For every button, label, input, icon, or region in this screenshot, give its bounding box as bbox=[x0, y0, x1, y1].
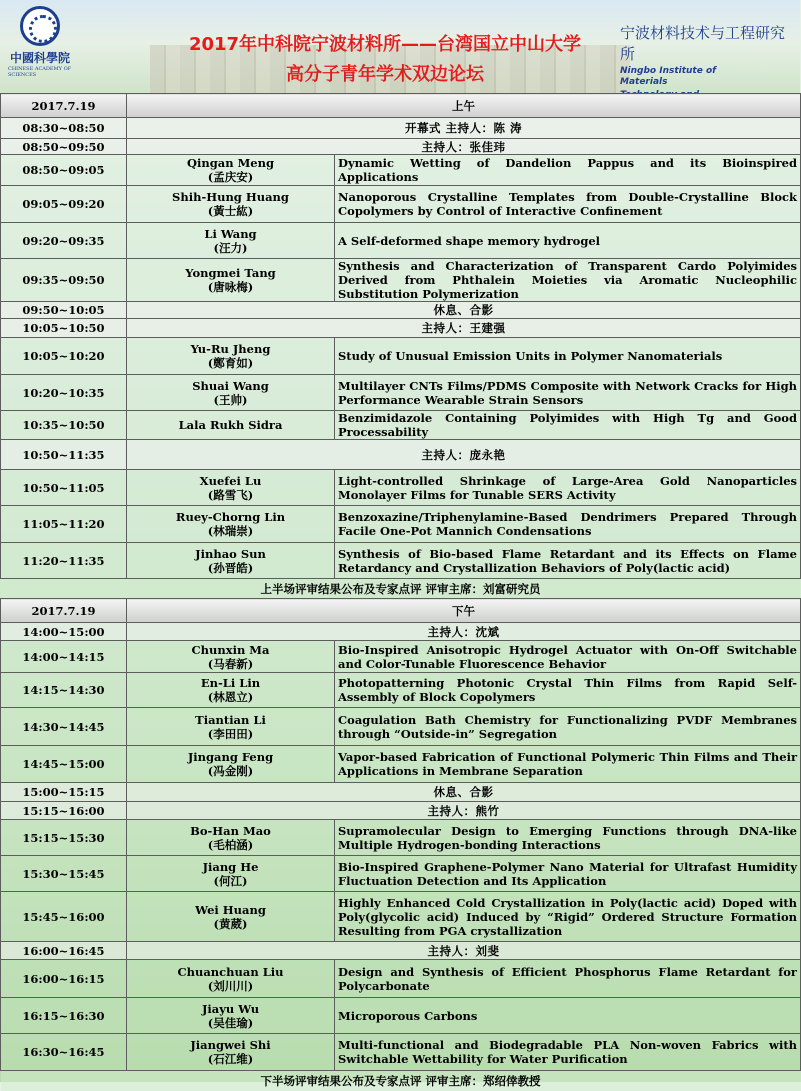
talk-row bbox=[1, 506, 801, 543]
speaker-chinese-name: (何江) bbox=[213, 873, 248, 888]
talk-row bbox=[1, 856, 801, 892]
talk-title: Photopatterning Photonic Crystal Thin Films from Rapid Self-Assembly of Block Copolymers bbox=[335, 673, 801, 708]
session-info-row bbox=[1, 783, 801, 802]
speaker-name: Qingan Meng bbox=[186, 156, 275, 170]
talk-title: Bio-Inspired Graphene-Polymer Nano Material for Ultrafast Humidity Fluctuation Detection and Its Application bbox=[335, 856, 801, 892]
speaker bbox=[127, 998, 335, 1034]
award-announcement: 上半场评审结果公布及专家点评 评审主席：刘富研究员 bbox=[1, 579, 801, 599]
speaker-name: Chunxin Ma bbox=[191, 642, 270, 657]
speaker-name: Jiangwei Shi bbox=[190, 1038, 271, 1052]
session-info-row bbox=[1, 440, 801, 470]
talk-title: Benzoxazine/Triphenylamine-Based Dendrimers Prepared Through Facile One-Pot Mannich Condensations bbox=[335, 506, 801, 543]
speaker bbox=[127, 892, 335, 942]
session-info: 主持人：刘斐 bbox=[127, 942, 801, 960]
speaker-name: Chuanchuan Liu bbox=[177, 964, 284, 979]
speaker-chinese-name: (林恩立) bbox=[207, 690, 254, 704]
speaker-name: Xuefei Lu bbox=[199, 473, 262, 488]
speaker-chinese-name: (鄭育如) bbox=[207, 356, 254, 370]
session-info: 主持人：熊竹 bbox=[127, 802, 801, 820]
speaker bbox=[127, 1034, 335, 1071]
speaker-chinese-name: (刘川川) bbox=[207, 978, 254, 993]
speaker-name: Li Wang bbox=[204, 226, 257, 241]
speaker-name: Shih-Hung Huang bbox=[172, 190, 289, 204]
speaker-name: En-Li Lin bbox=[200, 676, 261, 690]
speaker-chinese-name: (石江维) bbox=[207, 1052, 254, 1066]
speaker-chinese-name: (吴佳瑜) bbox=[207, 1015, 254, 1030]
speaker-chinese-name: (黃士紘) bbox=[207, 204, 254, 218]
session-info: 主持人：庞永艳 bbox=[127, 440, 801, 470]
speaker bbox=[127, 960, 335, 998]
speaker bbox=[127, 338, 335, 375]
speaker bbox=[127, 411, 335, 440]
talk-time: 16:30~16:45 bbox=[1, 1034, 127, 1071]
talk-title: Vapor-based Fabrication of Functional Polymeric Thin Films and Their Applications in Membrane Separation bbox=[335, 746, 801, 783]
talk-title: Study of Unusual Emission Units in Polymer Nanomaterials bbox=[335, 338, 801, 375]
session-info: 休息、合影 bbox=[127, 783, 801, 802]
speaker bbox=[127, 673, 335, 708]
talk-title: Highly Enhanced Cold Crystallization in Poly(lactic acid) Doped with Poly(glycolic acid) Induced by “Rigid” Ordered Structure Formation Resulting from PGA crystallization bbox=[335, 892, 801, 942]
speaker-name: Yongmei Tang bbox=[185, 266, 276, 280]
speaker-name: Jiang He bbox=[202, 859, 259, 874]
talk-title: Benzimidazole Containing Polyimides with High Tg and Good Processability bbox=[335, 411, 801, 440]
talk-title: Coagulation Bath Chemistry for Functionalizing PVDF Membranes through “Outside-in” Segregation bbox=[335, 708, 801, 746]
talk-row bbox=[1, 470, 801, 506]
session-info: 主持人：沈斌 bbox=[127, 623, 801, 641]
talk-time: 10:50~11:05 bbox=[1, 470, 127, 506]
talk-time: 09:05~09:20 bbox=[1, 186, 127, 223]
talk-time: 16:00~16:15 bbox=[1, 960, 127, 998]
session-info: 开幕式 主持人：陈 涛 bbox=[127, 118, 801, 139]
slot-time: 16:00~16:45 bbox=[1, 942, 127, 960]
speaker-name: Wei Huang bbox=[195, 902, 266, 917]
speaker bbox=[127, 186, 335, 223]
talk-time: 15:15~15:30 bbox=[1, 820, 127, 856]
speaker bbox=[127, 641, 335, 673]
talk-row bbox=[1, 820, 801, 856]
nimte-logo-en1: Ningbo Institute of Materials bbox=[620, 66, 717, 87]
talk-row bbox=[1, 746, 801, 783]
talk-time: 09:35~09:50 bbox=[1, 259, 127, 302]
talk-title: Dynamic Wetting of Dandelion Pappus and its Bioinspired Applications bbox=[335, 155, 801, 186]
speaker-name: Jinhao Sun bbox=[195, 546, 266, 561]
talk-row bbox=[1, 338, 801, 375]
session-info: 休息、合影 bbox=[127, 302, 801, 319]
talk-row bbox=[1, 543, 801, 579]
session-date: 2017.7.19 bbox=[1, 599, 127, 623]
talk-time: 14:30~14:45 bbox=[1, 708, 127, 746]
session-info-row bbox=[1, 118, 801, 139]
session-info-row bbox=[1, 623, 801, 641]
speaker-chinese-name: (黄葳) bbox=[213, 916, 248, 931]
talk-row bbox=[1, 259, 801, 302]
talk-row bbox=[1, 892, 801, 942]
speaker-chinese-name: (毛柏涵) bbox=[207, 837, 254, 852]
talk-time: 15:30~15:45 bbox=[1, 856, 127, 892]
slot-time: 14:00~15:00 bbox=[1, 623, 127, 641]
cas-logo-text: 中國科學院 bbox=[9, 51, 70, 65]
speaker-name: Tiantian Li bbox=[195, 712, 266, 727]
session-info-row bbox=[1, 802, 801, 820]
speaker-name: Lala Rukh Sidra bbox=[178, 418, 283, 432]
speaker-chinese-name: (冯金刚) bbox=[207, 764, 254, 778]
speaker-chinese-name: (路雪飞) bbox=[207, 487, 254, 502]
morning-day-row bbox=[1, 94, 801, 118]
speaker bbox=[127, 155, 335, 186]
speaker-chinese-name: (唐咏梅) bbox=[207, 280, 254, 294]
talk-row bbox=[1, 1034, 801, 1071]
speaker-chinese-name: (孙晋皓) bbox=[207, 560, 254, 575]
afternoon-award-row bbox=[1, 1071, 801, 1091]
slot-time: 10:50~11:35 bbox=[1, 440, 127, 470]
speaker bbox=[127, 470, 335, 506]
talk-title: Multi-functional and Biodegradable PLA Non-woven Fabrics with Switchable Wettability for Water Purification bbox=[335, 1034, 801, 1071]
speaker-chinese-name: (马春新) bbox=[207, 656, 254, 671]
talk-row bbox=[1, 375, 801, 411]
talk-time: 15:45~16:00 bbox=[1, 892, 127, 942]
talk-time: 10:35~10:50 bbox=[1, 411, 127, 440]
slot-time: 08:50~09:50 bbox=[1, 139, 127, 155]
talk-title: Design and Synthesis of Efficient Phosphorus Flame Retardant for Polycarbonate bbox=[335, 960, 801, 998]
talk-title: Light-controlled Shrinkage of Large-Area Gold Nanoparticles Monolayer Films for Tunable SERS Activity bbox=[335, 470, 801, 506]
session-info-row bbox=[1, 302, 801, 319]
speaker-name: Jiayu Wu bbox=[201, 1001, 260, 1016]
speaker-chinese-name: (王帅) bbox=[213, 392, 248, 407]
talk-row bbox=[1, 641, 801, 673]
session-date: 2017.7.19 bbox=[1, 94, 127, 118]
talk-time: 16:15~16:30 bbox=[1, 998, 127, 1034]
speaker bbox=[127, 259, 335, 302]
talk-row bbox=[1, 186, 801, 223]
speaker bbox=[127, 746, 335, 783]
cas-logo bbox=[8, 6, 72, 86]
talk-row bbox=[1, 223, 801, 259]
slot-time: 15:00~15:15 bbox=[1, 783, 127, 802]
talk-time: 11:20~11:35 bbox=[1, 543, 127, 579]
schedule-table bbox=[0, 93, 801, 1091]
talk-row bbox=[1, 155, 801, 186]
talk-title: Bio-Inspired Anisotropic Hydrogel Actuator with On-Off Switchable and Color-Tunable Fluorescence Behavior bbox=[335, 641, 801, 673]
speaker bbox=[127, 708, 335, 746]
session-info: 主持人：张佳玮 bbox=[127, 139, 801, 155]
speaker-name: Shuai Wang bbox=[192, 378, 269, 393]
talk-title: Synthesis and Characterization of Transparent Cardo Polyimides Derived from Phthalein Moieties via Aromatic Nucleophilic Substitution Polymerization bbox=[335, 259, 801, 302]
session-label: 下午 bbox=[127, 599, 801, 623]
talk-time: 10:05~10:20 bbox=[1, 338, 127, 375]
speaker-name: Ruey-Chorng Lin bbox=[175, 510, 286, 524]
talk-row bbox=[1, 708, 801, 746]
talk-title: Synthesis of Bio-based Flame Retardant and its Effects on Flame Retardancy and Crystallization Behaviors of Poly(lactic acid) bbox=[335, 543, 801, 579]
session-label: 上午 bbox=[127, 94, 801, 118]
award-announcement: 下半场评审结果公布及专家点评 评审主席：郑绍倖教授 bbox=[1, 1071, 801, 1091]
talk-time: 11:05~11:20 bbox=[1, 506, 127, 543]
speaker-chinese-name: (李田田) bbox=[207, 726, 254, 741]
talk-title: Multilayer CNTs Films/PDMS Composite with Network Cracks for High Performance Wearable Strain Sensors bbox=[335, 375, 801, 411]
slot-time: 09:50~10:05 bbox=[1, 302, 127, 319]
session-info-row bbox=[1, 942, 801, 960]
talk-title: A Self-deformed shape memory hydrogel bbox=[335, 223, 801, 259]
cas-logo-subtext: CHINESE ACADEMY OF SCIENCES bbox=[8, 66, 72, 78]
talk-title: Nanoporous Crystalline Templates from Double-Crystalline Block Copolymers by Control of Interactive Confinement bbox=[335, 186, 801, 223]
speaker bbox=[127, 375, 335, 411]
slot-time: 15:15~16:00 bbox=[1, 802, 127, 820]
talk-time: 08:50~09:05 bbox=[1, 155, 127, 186]
session-info: 主持人：王建强 bbox=[127, 319, 801, 338]
talk-time: 14:15~14:30 bbox=[1, 673, 127, 708]
talk-title: Supramolecular Design to Emerging Functions through DNA-like Multiple Hydrogen-bonding Interactions bbox=[335, 820, 801, 856]
talk-row bbox=[1, 960, 801, 998]
speaker bbox=[127, 506, 335, 543]
talk-title: Microporous Carbons bbox=[335, 998, 801, 1034]
page-subtitle: 高分子青年学术双边论坛 bbox=[286, 64, 484, 85]
talk-row bbox=[1, 673, 801, 708]
speaker-chinese-name: (汪力) bbox=[213, 240, 248, 255]
nimte-logo-cn: 宁波材料技术与工程研究所 bbox=[620, 24, 786, 63]
speaker-name: Bo-Han Mao bbox=[190, 823, 271, 838]
page-header bbox=[0, 0, 800, 93]
speaker bbox=[127, 820, 335, 856]
speaker-chinese-name: (孟庆安) bbox=[207, 170, 254, 184]
session-info-row bbox=[1, 319, 801, 338]
speaker-chinese-name: (林瑞崇) bbox=[207, 524, 254, 538]
speaker bbox=[127, 856, 335, 892]
talk-time: 10:20~10:35 bbox=[1, 375, 127, 411]
talk-time: 09:20~09:35 bbox=[1, 223, 127, 259]
talk-time: 14:45~15:00 bbox=[1, 746, 127, 783]
session-info-row bbox=[1, 139, 801, 155]
slot-time: 08:30~08:50 bbox=[1, 118, 127, 139]
talk-row bbox=[1, 998, 801, 1034]
page-title: 2017年中科院宁波材料所——台湾国立中山大学 bbox=[188, 34, 582, 55]
morning-award-row bbox=[1, 579, 801, 599]
talk-time: 14:00~14:15 bbox=[1, 641, 127, 673]
slot-time: 10:05~10:50 bbox=[1, 319, 127, 338]
afternoon-day-row bbox=[1, 599, 801, 623]
speaker-name: Jingang Feng bbox=[187, 750, 274, 764]
talk-row bbox=[1, 411, 801, 440]
speaker-name: Yu-Ru Jheng bbox=[190, 342, 271, 356]
speaker bbox=[127, 223, 335, 259]
speaker bbox=[127, 543, 335, 579]
cas-emblem-icon bbox=[20, 6, 60, 46]
